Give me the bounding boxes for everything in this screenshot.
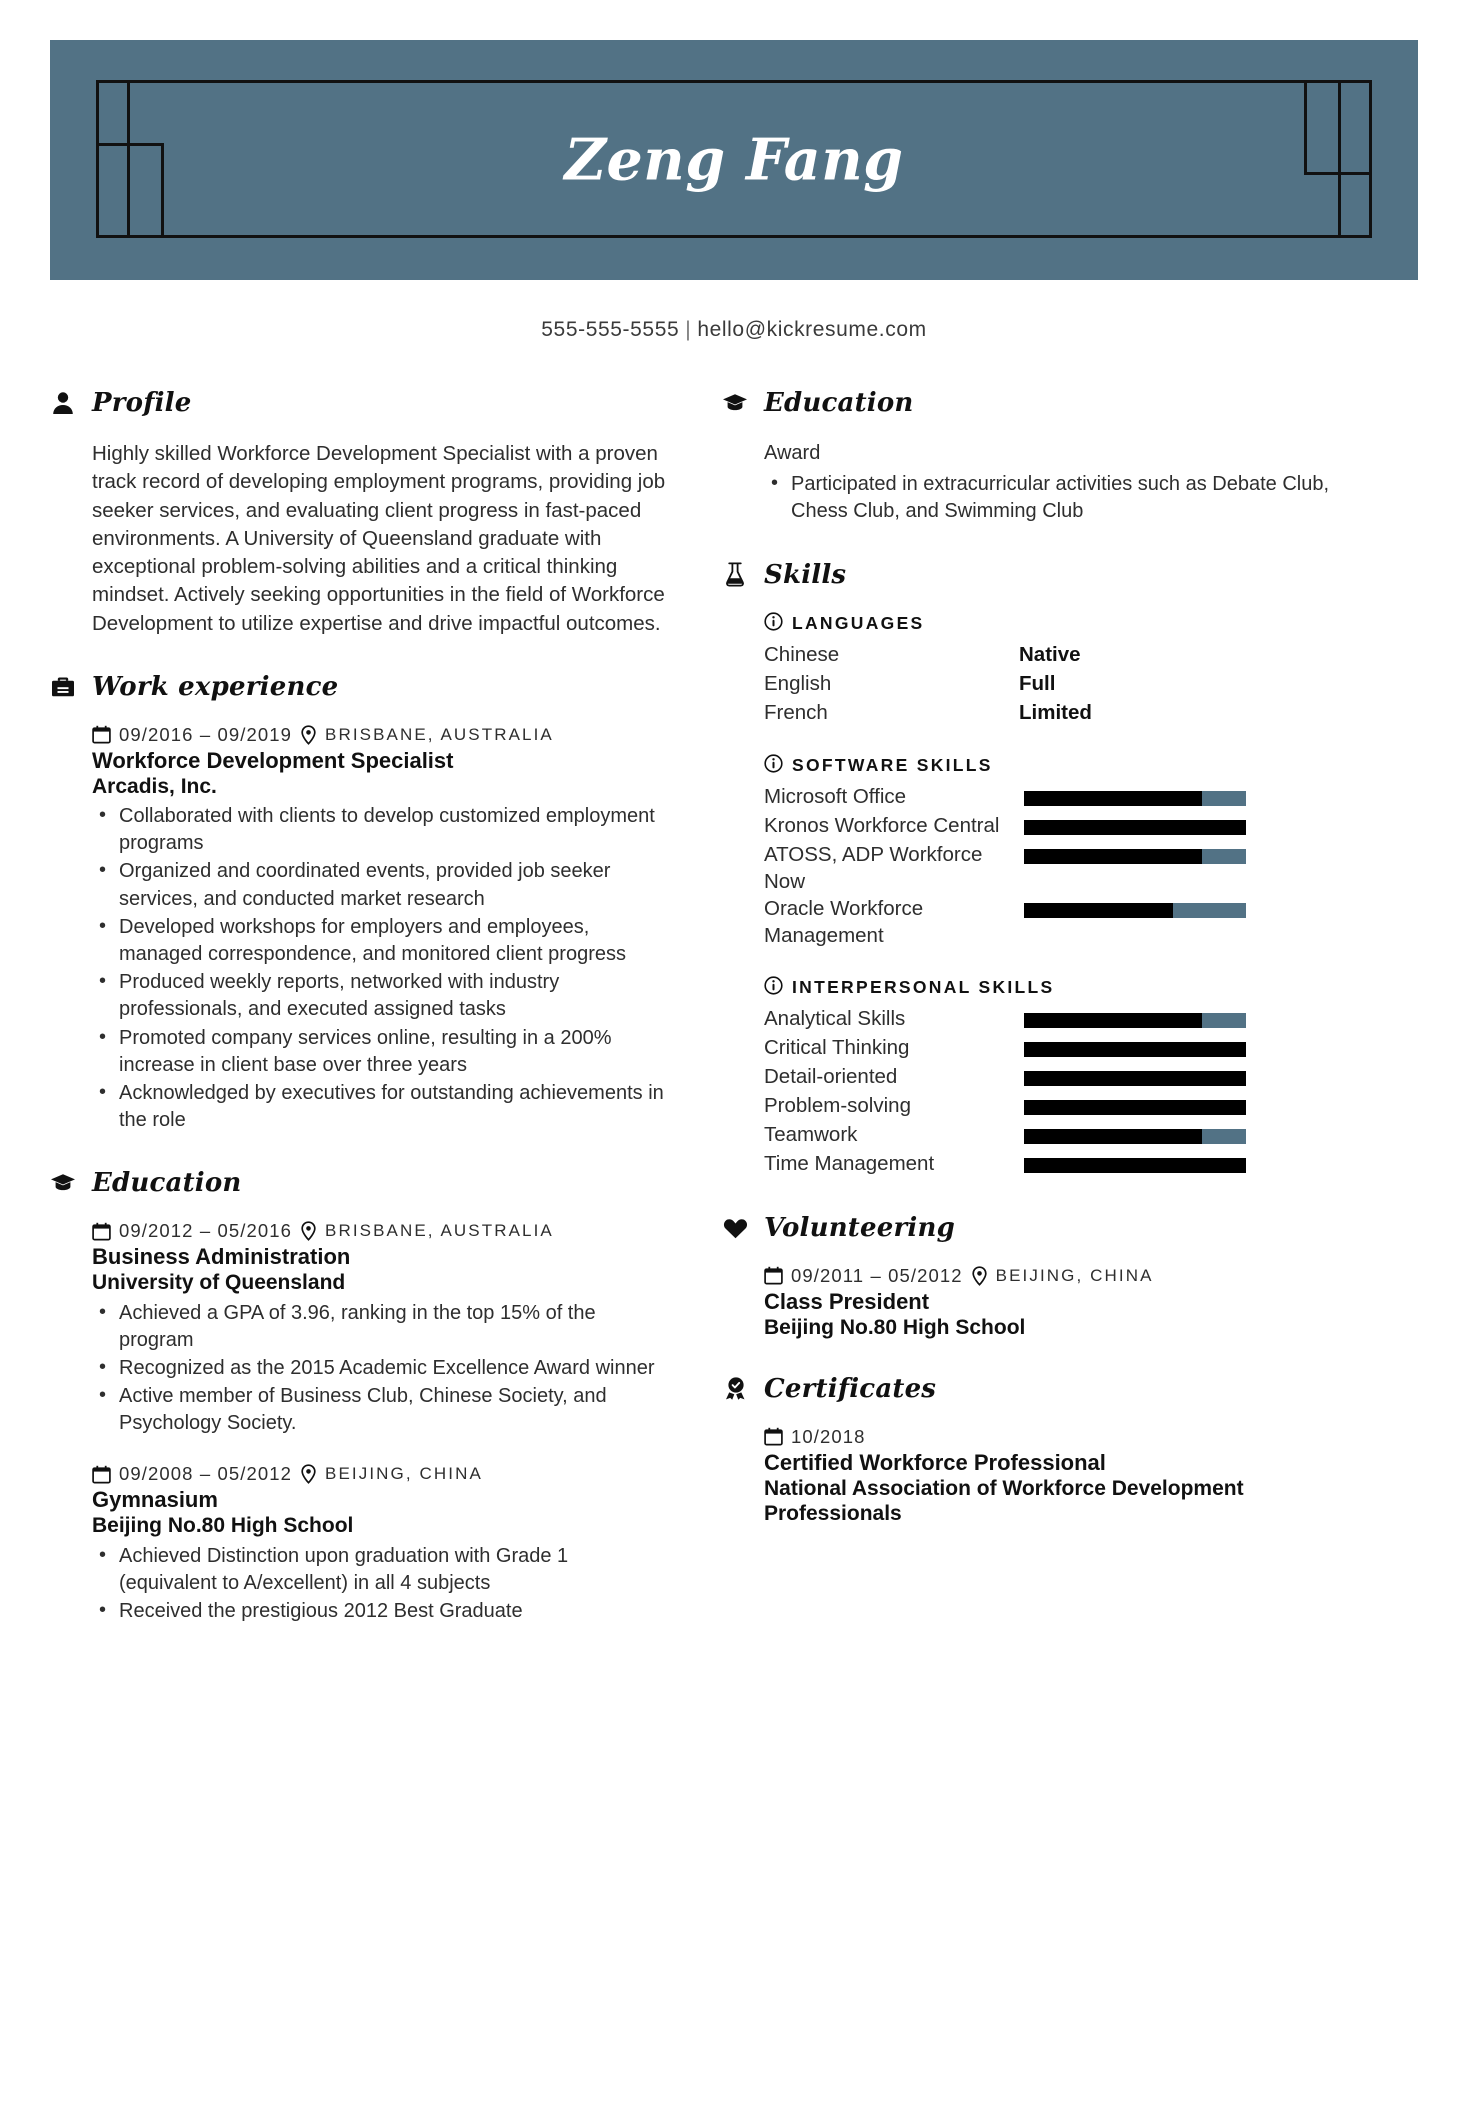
skills-body bbox=[722, 612, 1358, 1179]
education-entry-org: University of Queensland bbox=[92, 1271, 346, 1295]
list-item: • Received the prestigious 2012 Best Graduate bbox=[92, 1598, 666, 1625]
email-address: hello@kickresume.com bbox=[697, 318, 927, 341]
left-column bbox=[50, 388, 666, 1659]
skill-group-header bbox=[764, 754, 1358, 778]
candidate-name: Zeng Fang bbox=[564, 126, 904, 194]
calendar-icon bbox=[764, 1427, 783, 1446]
skill-label: Time Management bbox=[764, 1151, 935, 1175]
work-entry-org: Arcadis, Inc. bbox=[92, 774, 217, 798]
skill-group-header bbox=[764, 612, 1358, 636]
skill-label: Analytical Skills bbox=[764, 1006, 906, 1030]
list-item: • Participated in extracurricular activities such as Debate Club, Chess Club, and Swimming Club bbox=[764, 471, 1358, 525]
skill-bar bbox=[1024, 1158, 1246, 1173]
list-item: • Recognized as the 2015 Academic Excellence Award winner bbox=[92, 1355, 666, 1382]
language-rows bbox=[764, 641, 1358, 728]
calendar-icon bbox=[92, 1465, 111, 1484]
contact-separator: | bbox=[685, 318, 692, 341]
skill-bar bbox=[1024, 1129, 1246, 1144]
profile-body bbox=[50, 440, 666, 638]
contact-line bbox=[0, 318, 1468, 342]
list-item bbox=[764, 812, 1358, 841]
section-education-right bbox=[722, 388, 1358, 526]
education-entry-title: Gymnasium bbox=[92, 1487, 218, 1513]
content-columns bbox=[0, 342, 1468, 1699]
work-body bbox=[50, 724, 666, 1134]
list-item: • Active member of Business Club, Chinese Society, and Psychology Society. bbox=[92, 1383, 666, 1437]
skill-bar bbox=[1024, 791, 1246, 806]
interpersonal-skill-rows bbox=[764, 1005, 1358, 1179]
skill-label: Oracle Workforce Management bbox=[764, 897, 924, 948]
skill-bar bbox=[1024, 849, 1246, 864]
list-item: • Developed workshops for employers and employees, managed correspondence, and monitored client progress bbox=[92, 914, 666, 968]
skill-label: Microsoft Office bbox=[764, 784, 907, 808]
volunteering-entry-location: BEIJING, CHINA bbox=[995, 1265, 1154, 1285]
calendar-icon bbox=[92, 725, 111, 744]
certificate-entry bbox=[764, 1426, 1358, 1526]
section-header-volunteering bbox=[722, 1213, 1358, 1243]
certificate-entry-org: National Association of Workforce Development Professionals bbox=[764, 1476, 1244, 1525]
skill-label: ATOSS, ADP Workforce Now bbox=[764, 842, 983, 893]
resume-page bbox=[0, 40, 1468, 2116]
list-item: • Achieved Distinction upon graduation with Grade 1 (equivalent to A/excellent) in all 4 subjects bbox=[92, 1543, 666, 1597]
education-entry-location: BEIJING, CHINA bbox=[325, 1464, 483, 1484]
certificate-entry-title: Certified Workforce Professional bbox=[764, 1449, 1106, 1475]
graduation-cap-icon bbox=[722, 390, 748, 416]
list-item bbox=[764, 1005, 1358, 1034]
skill-group-label: INTERPERSONAL SKILLS bbox=[792, 977, 1055, 998]
section-header-education-right bbox=[722, 388, 1358, 418]
list-item: • Organized and coordinated events, provided job seeker services, and conducted market research bbox=[92, 858, 666, 912]
list-item: • Produced weekly reports, networked with industry professionals, and executed assigned tasks bbox=[92, 969, 666, 1023]
section-header-certificates bbox=[722, 1374, 1358, 1404]
volunteering-entry-date: 09/2011 – 05/2012 bbox=[791, 1264, 963, 1286]
heart-icon bbox=[722, 1215, 748, 1241]
list-item: • Achieved a GPA of 3.96, ranking in the top 15% of the program bbox=[92, 1300, 666, 1354]
list-item bbox=[764, 1121, 1358, 1150]
section-title-work: Work experience bbox=[92, 671, 339, 702]
education-entry-bullets bbox=[92, 1543, 666, 1626]
skill-label: Critical Thinking bbox=[764, 1035, 910, 1059]
section-title-education-right: Education bbox=[764, 388, 914, 418]
skill-bar bbox=[1024, 820, 1246, 835]
section-header-skills bbox=[722, 560, 1358, 590]
certificate-entry-date: 10/2018 bbox=[791, 1425, 866, 1447]
certificate-entry-meta bbox=[764, 1426, 1358, 1448]
skill-bar bbox=[1024, 1013, 1246, 1028]
list-item bbox=[764, 895, 1358, 950]
section-title-education-left: Education bbox=[92, 1168, 242, 1199]
skill-level: Limited bbox=[1019, 700, 1092, 724]
section-skills bbox=[722, 560, 1358, 1179]
info-circle-icon bbox=[764, 976, 783, 1000]
skill-label: English bbox=[764, 671, 832, 695]
list-item bbox=[764, 1034, 1358, 1063]
list-item: • Promoted company services online, resulting in a 200% increase in client base over three years bbox=[92, 1025, 666, 1079]
skill-group-label: LANGUAGES bbox=[792, 613, 925, 634]
list-item bbox=[764, 670, 1358, 699]
education-entry-bullets bbox=[92, 1300, 666, 1438]
skill-bar bbox=[1024, 903, 1246, 918]
info-circle-icon bbox=[764, 612, 783, 636]
location-pin-icon bbox=[300, 1464, 317, 1484]
education-left-body bbox=[50, 1220, 666, 1625]
section-title-certificates: Certificates bbox=[764, 1373, 937, 1404]
volunteering-body bbox=[722, 1265, 1358, 1340]
list-item bbox=[764, 1092, 1358, 1121]
list-item bbox=[764, 699, 1358, 728]
skill-label: Kronos Workforce Central bbox=[764, 813, 1000, 837]
skill-bar bbox=[1024, 1100, 1246, 1115]
education-entry bbox=[92, 1220, 666, 1437]
skill-label: Chinese bbox=[764, 642, 840, 666]
skill-label: Detail-oriented bbox=[764, 1064, 898, 1088]
section-title-profile: Profile bbox=[92, 388, 192, 418]
briefcase-icon bbox=[50, 674, 76, 700]
work-entry bbox=[92, 724, 666, 1134]
section-title-skills: Skills bbox=[764, 559, 847, 590]
section-profile bbox=[50, 388, 666, 638]
award-badge-icon bbox=[722, 1376, 748, 1402]
education-entry-title: Business Administration bbox=[92, 1244, 351, 1270]
phone-number: 555-555-5555 bbox=[541, 318, 680, 341]
certificates-body bbox=[722, 1426, 1358, 1526]
profile-text: Highly skilled Workforce Development Specialist with a proven track record of developing employment programs, providing job seeker services, and evaluating client progress in fast-paced environments. A University of Queensland graduate with exceptional problem-solving abilities and a critical thinking mindset. Actively seeking opportunities in the field of Workforce Development to utilize expertise and drive impactful outcomes. bbox=[92, 442, 666, 635]
work-entry-date: 09/2016 – 09/2019 bbox=[119, 723, 293, 745]
flask-icon bbox=[722, 562, 748, 588]
header-banner bbox=[50, 40, 1418, 280]
list-item: • Collaborated with clients to develop customized employment programs bbox=[92, 803, 666, 857]
software-skill-rows bbox=[764, 783, 1358, 950]
skill-level: Native bbox=[1019, 642, 1081, 666]
volunteering-entry-meta bbox=[764, 1265, 1358, 1287]
calendar-icon bbox=[92, 1222, 111, 1241]
list-item bbox=[764, 1150, 1358, 1179]
volunteering-entry-title: Class President bbox=[764, 1288, 930, 1314]
calendar-icon bbox=[764, 1266, 783, 1285]
section-work-experience bbox=[50, 672, 666, 1134]
volunteering-entry bbox=[764, 1265, 1358, 1340]
list-item bbox=[764, 783, 1358, 812]
skill-group-header bbox=[764, 976, 1358, 1000]
section-certificates bbox=[722, 1374, 1358, 1526]
education-right-bullets bbox=[764, 471, 1358, 525]
skill-bar bbox=[1024, 1042, 1246, 1057]
list-item: • Acknowledged by executives for outstanding achievements in the role bbox=[92, 1080, 666, 1134]
education-award-label: Award bbox=[764, 442, 821, 464]
education-entry-meta bbox=[92, 1220, 666, 1242]
info-circle-icon bbox=[764, 754, 783, 778]
work-entry-title: Workforce Development Specialist bbox=[92, 747, 454, 773]
list-item bbox=[764, 641, 1358, 670]
education-entry-location: BRISBANE, AUSTRALIA bbox=[325, 1221, 554, 1241]
skill-label: French bbox=[764, 700, 828, 724]
section-title-volunteering: Volunteering bbox=[764, 1212, 955, 1243]
graduation-cap-icon bbox=[50, 1170, 76, 1196]
volunteering-entry-org: Beijing No.80 High School bbox=[764, 1315, 1026, 1339]
skill-group-interpersonal bbox=[764, 976, 1358, 1179]
education-entry-date: 09/2012 – 05/2016 bbox=[119, 1220, 293, 1242]
section-volunteering bbox=[722, 1213, 1358, 1340]
work-entry-bullets bbox=[92, 803, 666, 1134]
person-icon bbox=[50, 390, 76, 416]
location-pin-icon bbox=[300, 725, 317, 745]
section-education-left bbox=[50, 1168, 666, 1625]
education-entry bbox=[92, 1463, 666, 1625]
education-entry-org: Beijing No.80 High School bbox=[92, 1514, 354, 1538]
list-item bbox=[764, 1063, 1358, 1092]
skill-bar bbox=[1024, 1071, 1246, 1086]
skill-label: Teamwork bbox=[764, 1122, 858, 1146]
skill-level: Full bbox=[1019, 671, 1056, 695]
section-header-education-left bbox=[50, 1168, 666, 1198]
education-right-body bbox=[722, 440, 1358, 526]
list-item bbox=[764, 841, 1358, 896]
section-header-work bbox=[50, 672, 666, 702]
education-entry-meta bbox=[92, 1463, 666, 1485]
skill-group-software bbox=[764, 754, 1358, 950]
education-entry-date: 09/2008 – 05/2012 bbox=[119, 1463, 293, 1485]
location-pin-icon bbox=[971, 1266, 988, 1286]
right-column bbox=[722, 388, 1358, 1560]
location-pin-icon bbox=[300, 1221, 317, 1241]
skill-group-languages bbox=[764, 612, 1358, 728]
skill-label: Problem-solving bbox=[764, 1093, 911, 1117]
section-header-profile bbox=[50, 388, 666, 418]
skill-group-label: SOFTWARE SKILLS bbox=[792, 755, 993, 776]
work-entry-location: BRISBANE, AUSTRALIA bbox=[325, 724, 554, 744]
work-entry-meta bbox=[92, 724, 666, 746]
